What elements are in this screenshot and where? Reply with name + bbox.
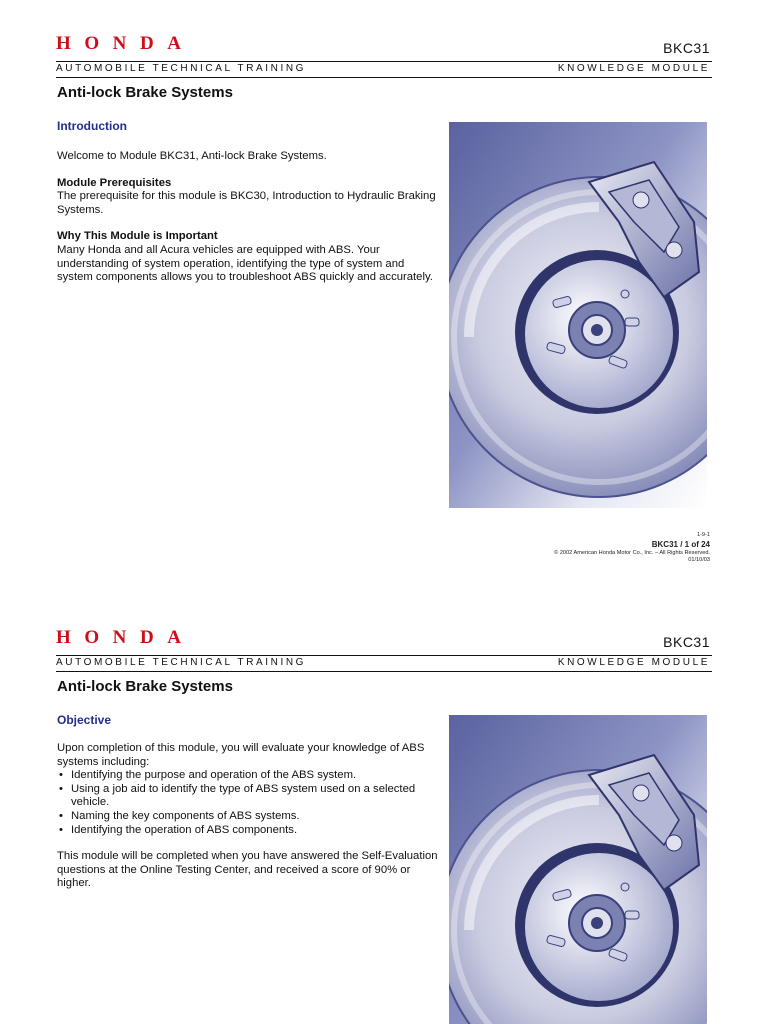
honda-logo	[56, 34, 182, 52]
importance-heading: Why This Module is Important	[57, 230, 218, 243]
page-title: Anti-lock Brake Systems	[57, 84, 233, 101]
header-rule-lower	[56, 671, 712, 672]
importance-text: Many Honda and all Acura vehicles are equipped with ABS. Your understanding of system operation, identifying the type of system and system components allows you to troubleshoot ABS quickly and accurately.	[57, 243, 433, 284]
list-item: • Identifying the purpose and operation of the ABS system.	[57, 769, 442, 783]
footer-date: 01/10/03	[688, 557, 710, 563]
header-rule	[56, 61, 712, 62]
completion-text: This module will be completed when you have answered the Self-Evaluation questions at the Online Testing Center, and received a score of 90% or higher.	[57, 850, 438, 890]
honda-logo	[56, 628, 182, 646]
objective-lead: Upon completion of this module, you will evaluate your knowledge of ABS systems including:	[57, 742, 425, 768]
svg-text:HONDA: HONDA	[56, 628, 181, 646]
list-item: • Identifying the operation of ABS components.	[57, 824, 442, 838]
list-item: • Using a job aid to identify the type of ABS system used on a selected vehicle.	[57, 783, 442, 810]
list-item: • Naming the key components of ABS systems.	[57, 810, 442, 824]
page-footer	[554, 532, 710, 564]
module-code: BKC31	[663, 40, 710, 56]
prerequisites-heading: Module Prerequisites	[57, 176, 172, 189]
section-heading: Objective	[57, 713, 112, 727]
intro-body	[57, 150, 442, 298]
section-heading: Introduction	[57, 119, 127, 133]
objective-body	[57, 742, 442, 904]
prerequisites-text: The prerequisite for this module is BKC30, Introduction to Hydraulic Braking Systems.	[57, 190, 436, 216]
svg-text:HONDA: HONDA	[56, 34, 181, 52]
footer-page-number: BKC31 / 1 of 24	[651, 540, 710, 549]
objective-list	[57, 769, 442, 837]
brake-disc-photo	[449, 122, 707, 508]
intro-text: Welcome to Module BKC31, Anti-lock Brake Systems.	[57, 150, 327, 162]
header-right-subtitle: KNOWLEDGE MODULE	[557, 657, 710, 668]
header-left-subtitle: AUTOMOBILE TECHNICAL TRAINING	[56, 657, 307, 668]
brake-disc-photo	[449, 715, 707, 1024]
document-page-2	[0, 594, 768, 1024]
header-left-subtitle: AUTOMOBILE TECHNICAL TRAINING	[56, 63, 307, 74]
header-rule-lower	[56, 77, 712, 78]
importance-block	[57, 230, 442, 284]
module-code: BKC31	[663, 634, 710, 650]
footer-ref: 1-9-1	[696, 532, 710, 538]
footer-copyright: © 2002 American Honda Motor Co., Inc. – All Rights Reserved.	[554, 550, 710, 556]
header-rule	[56, 655, 712, 656]
prerequisites-block	[57, 177, 442, 218]
header-right-subtitle: KNOWLEDGE MODULE	[557, 63, 710, 74]
page-title: Anti-lock Brake Systems	[57, 678, 233, 695]
